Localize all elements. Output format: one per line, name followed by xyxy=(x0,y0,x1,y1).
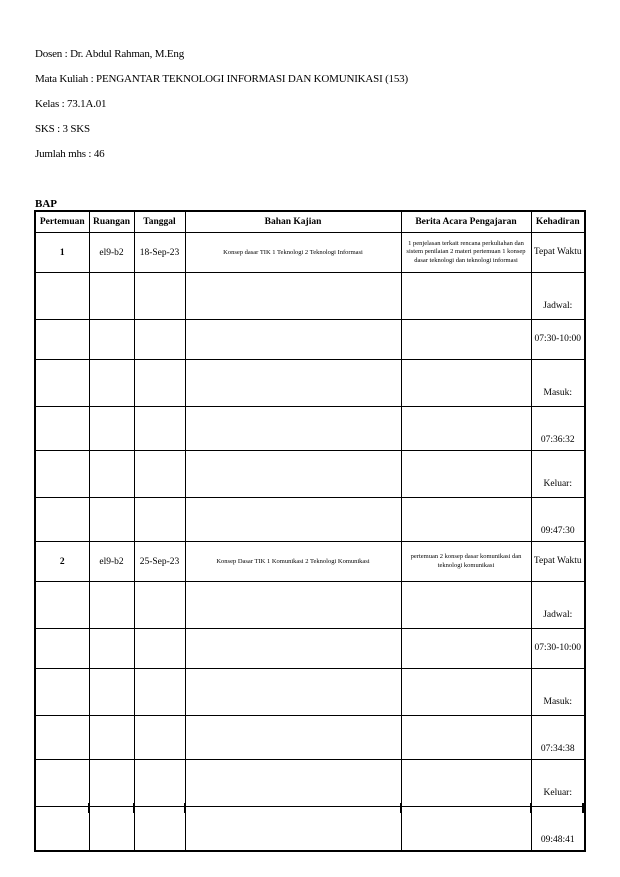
column-header-berita-acara: Berita Acara Pengajaran xyxy=(401,211,531,233)
column-header-tanggal: Tanggal xyxy=(134,211,185,233)
dosen-line: Dosen : Dr. Abdul Rahman, M.Eng xyxy=(35,48,185,60)
table-row xyxy=(35,273,585,320)
keluar-value: 09:47:30 xyxy=(531,498,585,542)
table-continuation xyxy=(34,803,584,813)
keluar-label: Keluar: xyxy=(531,451,585,498)
bap-table xyxy=(34,210,586,852)
berita-acara-cell: 1 penjelasan terkait rencana perkuliahan dan sistem penilaian 2 materi pertemuan 1 konsep dasar teknologi dan teknologi informasi xyxy=(401,233,531,273)
table-row xyxy=(35,320,585,360)
table-row xyxy=(35,451,585,498)
jadwal-value: 07:30-10:00 xyxy=(531,320,585,360)
pertemuan-cell: 1 xyxy=(35,233,89,273)
column-header-bahan-kajian: Bahan Kajian xyxy=(185,211,401,233)
keluar-label: Keluar: xyxy=(531,760,585,807)
ruangan-cell: el9-b2 xyxy=(89,542,134,582)
jadwal-label: Jadwal: xyxy=(531,273,585,320)
jumlah-mhs-line: Jumlah mhs : 46 xyxy=(35,148,105,160)
section-title: BAP xyxy=(35,198,57,210)
table-row xyxy=(35,716,585,760)
session-row xyxy=(35,542,585,582)
masuk-value: 07:34:38 xyxy=(531,716,585,760)
tanggal-cell: 25-Sep-23 xyxy=(134,542,185,582)
masuk-value: 07:36:32 xyxy=(531,407,585,451)
session-row xyxy=(35,233,585,273)
table-row xyxy=(35,669,585,716)
table-header-row xyxy=(35,211,585,233)
table-row xyxy=(35,498,585,542)
tanggal-cell: 18-Sep-23 xyxy=(134,233,185,273)
status-cell: Tepat Waktu xyxy=(531,233,585,273)
kelas-line: Kelas : 73.1A.01 xyxy=(35,98,107,110)
column-header-ruangan: Ruangan xyxy=(89,211,134,233)
status-cell: Tepat Waktu xyxy=(531,542,585,582)
column-header-kehadiran: Kehadiran xyxy=(531,211,585,233)
column-header-pertemuan: Pertemuan xyxy=(35,211,89,233)
table-row xyxy=(35,360,585,407)
jadwal-value: 07:30-10:00 xyxy=(531,629,585,669)
table-row xyxy=(35,629,585,669)
masuk-label: Masuk: xyxy=(531,360,585,407)
keluar-value: 09:48:41 xyxy=(531,807,585,852)
bahan-kajian-cell: Konsep dasar TIK 1 Teknologi 2 Teknologi Informasi xyxy=(185,233,401,273)
sks-line: SKS : 3 SKS xyxy=(35,123,90,135)
masuk-label: Masuk: xyxy=(531,669,585,716)
jadwal-label: Jadwal: xyxy=(531,582,585,629)
bahan-kajian-cell: Konsep Dasar TIK 1 Komunikasi 2 Teknologi Komunikasi xyxy=(185,542,401,582)
pertemuan-cell: 2 xyxy=(35,542,89,582)
table-row xyxy=(35,807,585,852)
table-row xyxy=(35,582,585,629)
table-row xyxy=(35,760,585,807)
mata-kuliah-line: Mata Kuliah : PENGANTAR TEKNOLOGI INFORMASI DAN KOMUNIKASI (153) xyxy=(35,73,408,85)
table-row xyxy=(35,407,585,451)
ruangan-cell: el9-b2 xyxy=(89,233,134,273)
berita-acara-cell: pertemuan 2 konsep dasar komunikasi dan teknologi komunikasi xyxy=(401,542,531,582)
